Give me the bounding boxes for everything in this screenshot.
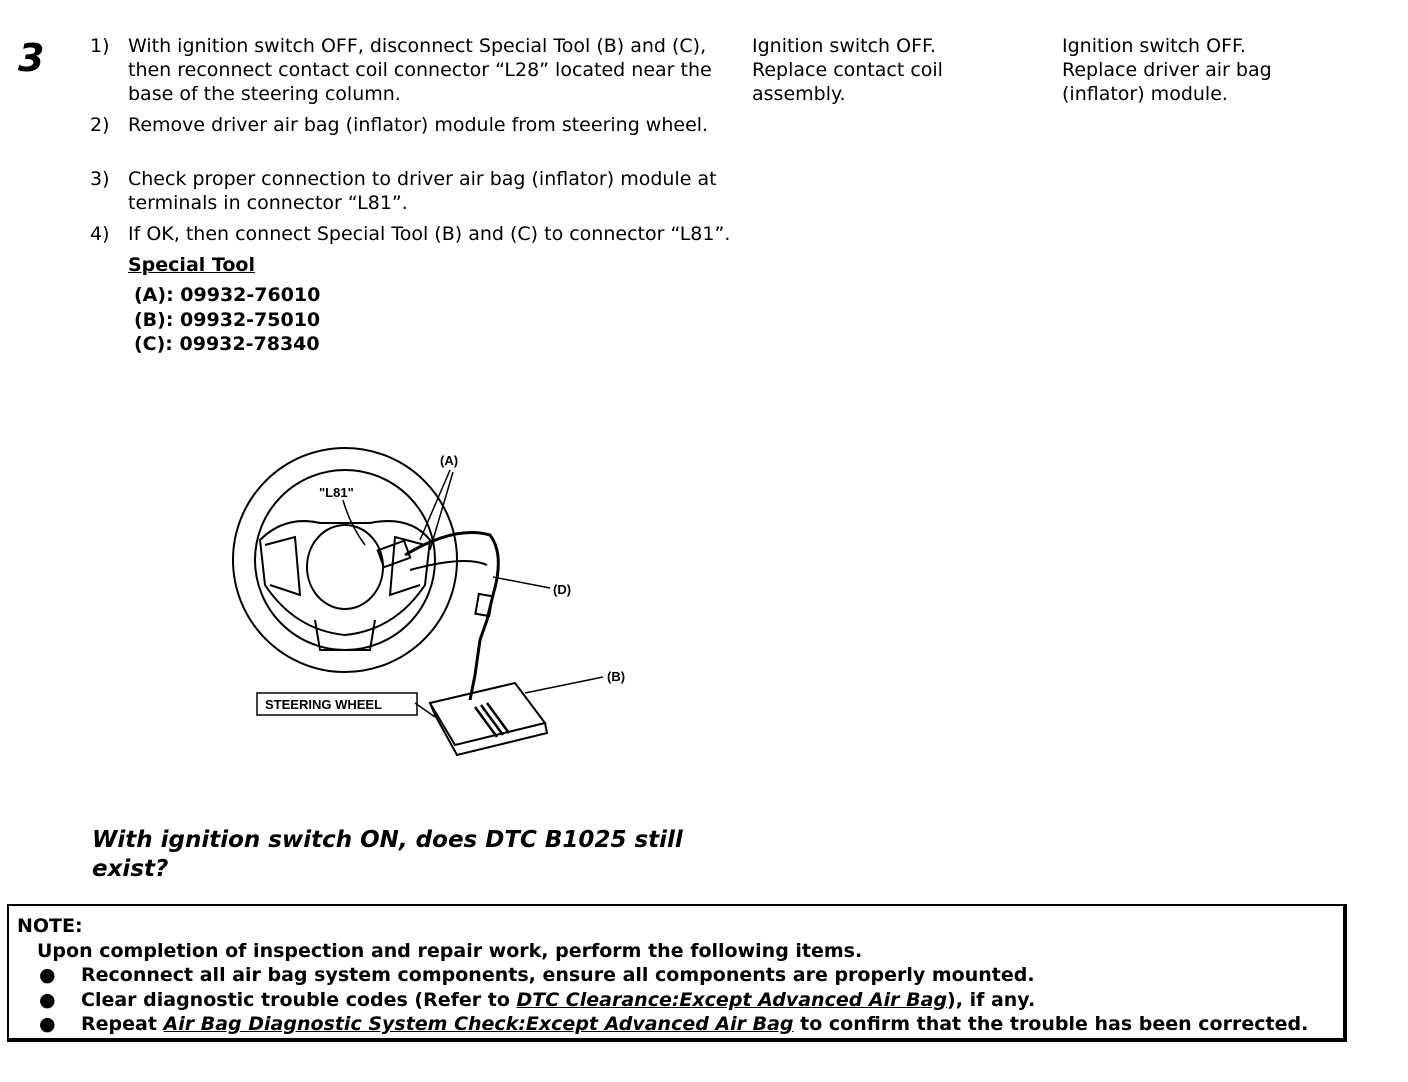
step-item [90,113,740,137]
step-item [90,222,740,246]
bullet-dot-icon: ● [39,988,56,1011]
figure-label-a: (A) [440,453,459,468]
figure-label-b: (B) [607,669,626,684]
special-tool-stripes [475,703,509,737]
special-tool-box-edge [430,703,547,755]
yes-line: Ignition switch OFF. [752,35,936,57]
special-tool-title: Special Tool [128,254,255,276]
procedure-steps [90,34,740,357]
note-bullet-prefix: Repeat [81,1013,164,1035]
yes-line: Replace contact coil [752,59,943,81]
step-item-text: If OK, then connect Special Tool (B) and (C) to connector “L81”. [128,223,731,245]
air-bag-module [307,525,383,609]
note-bullet [39,988,1343,1013]
note-box [7,904,1347,1042]
tool-cable-2 [410,561,487,570]
bullet-dot-icon: ● [39,1013,56,1035]
special-tool-item-b: (B): 09932-75010 [134,308,321,331]
step-item-number: 4) [90,223,110,245]
wheel-hub [260,521,430,635]
b-leader [525,677,603,693]
note-intro: Upon completion of inspection and repair work, perform the following items. [37,939,863,962]
figure-label-l81: "L81" [319,485,354,500]
system-check-link[interactable]: Air Bag Diagnostic System Check:Except Advanced Air Bag [163,1013,794,1035]
special-tool-item-a: (A): 09932-76010 [134,284,321,306]
step-item-number: 3) [90,168,110,190]
bullet-dot-icon: ● [39,964,56,986]
step-item-text: With ignition switch OFF, disconnect Special Tool (B) and (C), then reconnect contact coil connector “L28” located near the base of the steering column. [128,35,712,105]
note-bullet-suffix: to confirm that the trouble has been corrected. [793,1013,1309,1035]
no-line: Replace driver air bag [1062,59,1272,81]
no-line: Ignition switch OFF. [1062,35,1246,57]
step-item-text: Check proper connection to driver air bag (inflator) module at terminals in connector “L81”. [128,168,717,214]
question-text: With ignition switch ON, does DTC B1025 still exist? [92,827,683,882]
steering-wheel-illustration [225,445,645,765]
dtc-clearance-link[interactable]: DTC Clearance:Except Advanced Air Bag [516,988,948,1011]
figure-label-d: (D) [553,582,572,597]
note-bullet-text [81,988,1035,1013]
step-number: 3 [18,36,45,80]
wheel-rim-outer [233,448,457,672]
step-item-text: Remove driver air bag (inflator) module from steering wheel. [128,114,709,136]
yes-column [752,34,1052,106]
yes-line: assembly. [752,83,846,105]
d-leader [493,577,550,588]
no-line: (inflator) module. [1062,83,1228,105]
note-bullet-text: Reconnect all air bag system components, ensure all components are properly mounted. [81,964,1035,986]
note-bullet-suffix: ), if any. [947,988,1036,1011]
note-bullet-text [81,1012,1308,1037]
note-bullet [39,963,1343,988]
note-bullet [39,1012,1343,1037]
step-item-number: 1) [90,35,110,57]
step-item-number: 2) [90,114,110,136]
no-column [1062,34,1362,106]
note-bullet-prefix: Clear diagnostic trouble codes (Refer to [81,988,517,1011]
wheel-spoke-left [265,537,300,595]
step-item [90,34,740,106]
tool-cable [405,533,498,701]
step-item [90,167,740,215]
special-tool-item-c: (C): 09932-78340 [134,333,320,355]
figure-label-steering-wheel: STEERING WHEEL [265,697,383,712]
note-heading: NOTE: [17,915,83,937]
